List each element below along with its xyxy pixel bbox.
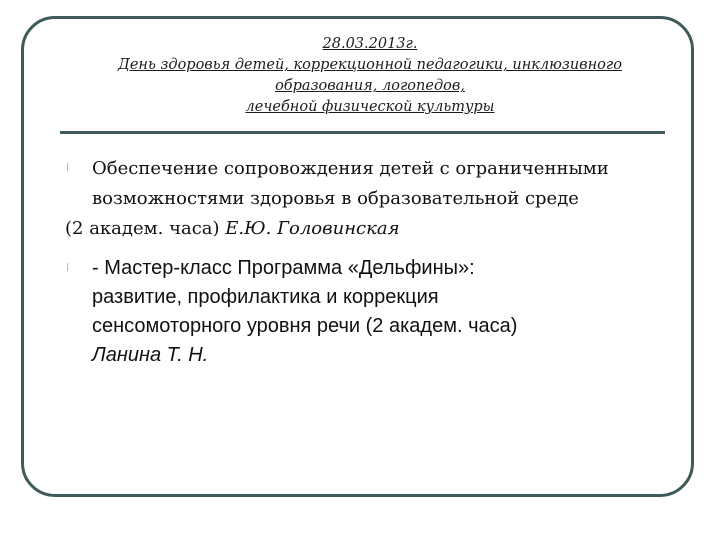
item-2-line-1: - Мастер-класс Программа «Дельфины»:: [92, 257, 475, 279]
item-2-author: Ланина Т. Н.: [92, 344, 209, 366]
bullet-icon: l: [66, 261, 70, 274]
title-date: 28.03.2013г.: [322, 36, 418, 52]
item-1-line-1: Обеспечение сопровождения детей с ограниченными: [92, 158, 609, 179]
title-line-2: образования, логопедов,: [275, 78, 465, 94]
item-2-line-2: развитие, профилактика и коррекция: [92, 286, 439, 308]
list-item-1: [92, 154, 609, 214]
item-1-duration: (2 академ. часа): [65, 218, 226, 239]
item-2-line-3: сенсомоторного уровня речи (2 академ. часа): [92, 315, 518, 337]
item-1-line-3: [65, 214, 400, 244]
item-1-author: Е.Ю. Головинская: [225, 218, 400, 239]
item-1-line-2: возможностями здоровья в образовательной среде: [92, 188, 579, 209]
title-line-3: лечебной физической культуры: [245, 99, 495, 115]
title-divider: [60, 131, 665, 134]
title-line-1: День здоровья детей, коррекционной педагогики, инклюзивного: [118, 57, 622, 73]
list-item-2: [92, 254, 652, 370]
slide-title: [40, 34, 700, 118]
bullet-icon: l: [66, 161, 70, 174]
